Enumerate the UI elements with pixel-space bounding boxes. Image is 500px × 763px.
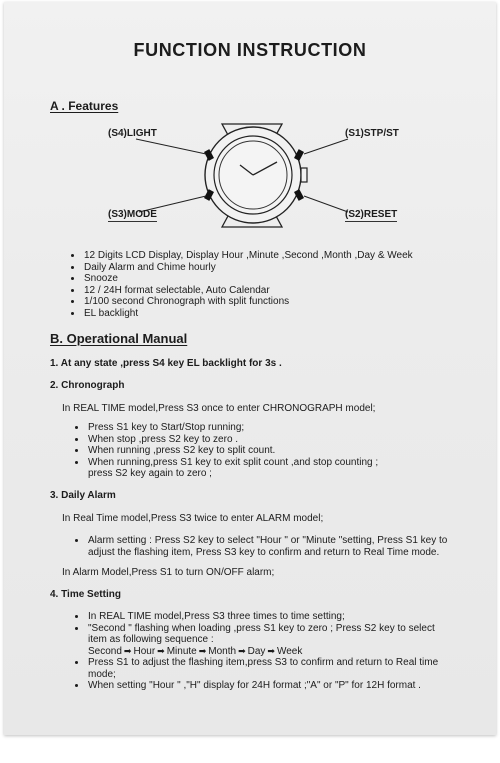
list-item-continued: mode; [88,668,116,680]
step-3-intro: In Real Time model,Press S3 twice to enter ALARM model; [62,513,324,524]
instruction-sheet [4,2,496,735]
label-s2-reset: (S2)RESET [345,209,398,220]
sequence-item: Day [247,645,266,657]
list-item: • 1/100 second Chronograph with split functions [83,296,413,308]
manual-heading: B. Operational Manual [50,331,188,346]
arrow-right-icon: ➡ [198,645,207,656]
page-title: FUNCTION INSTRUCTION [133,40,367,60]
features-list [68,250,413,319]
features-heading: A . Features [50,99,119,113]
arrow-right-icon: ➡ [123,645,132,656]
list-item-continued: press S2 key again to zero ; [88,468,212,479]
arrow-right-icon: ➡ [157,645,165,656]
arrow-right-icon: ➡ [267,645,275,656]
time-setting-list [72,611,438,692]
list-item: • Alarm setting : Press S2 key to select "Hour " or "Minute "setting, Press S1 key to [87,535,447,547]
sequence-row [87,646,438,658]
list-item: • When running,press S1 key to exit split count ,and stop counting ; [87,457,378,469]
label-s4-light: (S4)LIGHT [108,128,157,139]
sequence-item: Minute [166,645,197,657]
sequence-item: Week [276,645,303,657]
list-item: • When running ,press S2 key to split count. [87,445,378,457]
arrow-right-icon: ➡ [238,645,246,656]
leader-stp [304,139,348,154]
alarm-list [72,535,447,558]
step-2-title: 2. Chronograph [50,380,125,391]
list-item: • Press S1 key to Start/Stop running; [87,422,378,434]
list-item: • When stop ,press S2 key to zero . [87,434,378,446]
list-item: • Daily Alarm and Chime hourly [83,262,413,274]
list-item: • 12 / 24H format selectable, Auto Calendar [83,285,413,297]
label-s3-mode: (S3)MODE [108,209,157,220]
sequence-item: Hour [133,645,156,657]
label-s1-stp: (S1)STP/ST [345,128,399,139]
list-item: • "Second " flashing when loading ,press S1 key to zero ; Press S2 key to select [87,623,438,635]
list-item: • Press S1 to adjust the flashing item,press S3 to confirm and return to Real time [87,657,438,669]
step-3-title: 3. Daily Alarm [50,490,116,501]
step-1-text: 1. At any state ,press S4 key EL backlight for 3s . [50,358,282,369]
leader-reset [304,196,348,212]
chronograph-list [72,422,378,480]
list-item: • EL backlight [83,308,413,320]
sequence-item: Month [208,645,237,657]
list-item-continued: adjust the flashing item, Press S3 key to confirm and return to Real Time mode. [88,546,440,558]
step-2-intro: In REAL TIME model,Press S3 once to enter CHRONOGRAPH model; [62,403,376,414]
list-item-continued: item as following sequence : [88,634,214,645]
list-item: • 12 Digits LCD Display, Display Hour ,Minute ,Second ,Month ,Day & Week [83,250,413,262]
list-item: • Snooze [83,273,413,285]
step-3-outro: In Alarm Model,Press S1 to turn ON/OFF alarm; [62,567,275,578]
list-item: • When setting "Hour " ,"H" display for 24H format ;"A" or "P" for 12H format . [87,680,438,692]
sequence-item: Second [88,645,122,657]
watch-crown [301,168,307,182]
watch-diagram [4,2,496,242]
leader-light [136,139,206,154]
step-4-title: 4. Time Setting [50,589,121,600]
list-item: • In REAL TIME model,Press S3 three times to time setting; [87,611,438,623]
